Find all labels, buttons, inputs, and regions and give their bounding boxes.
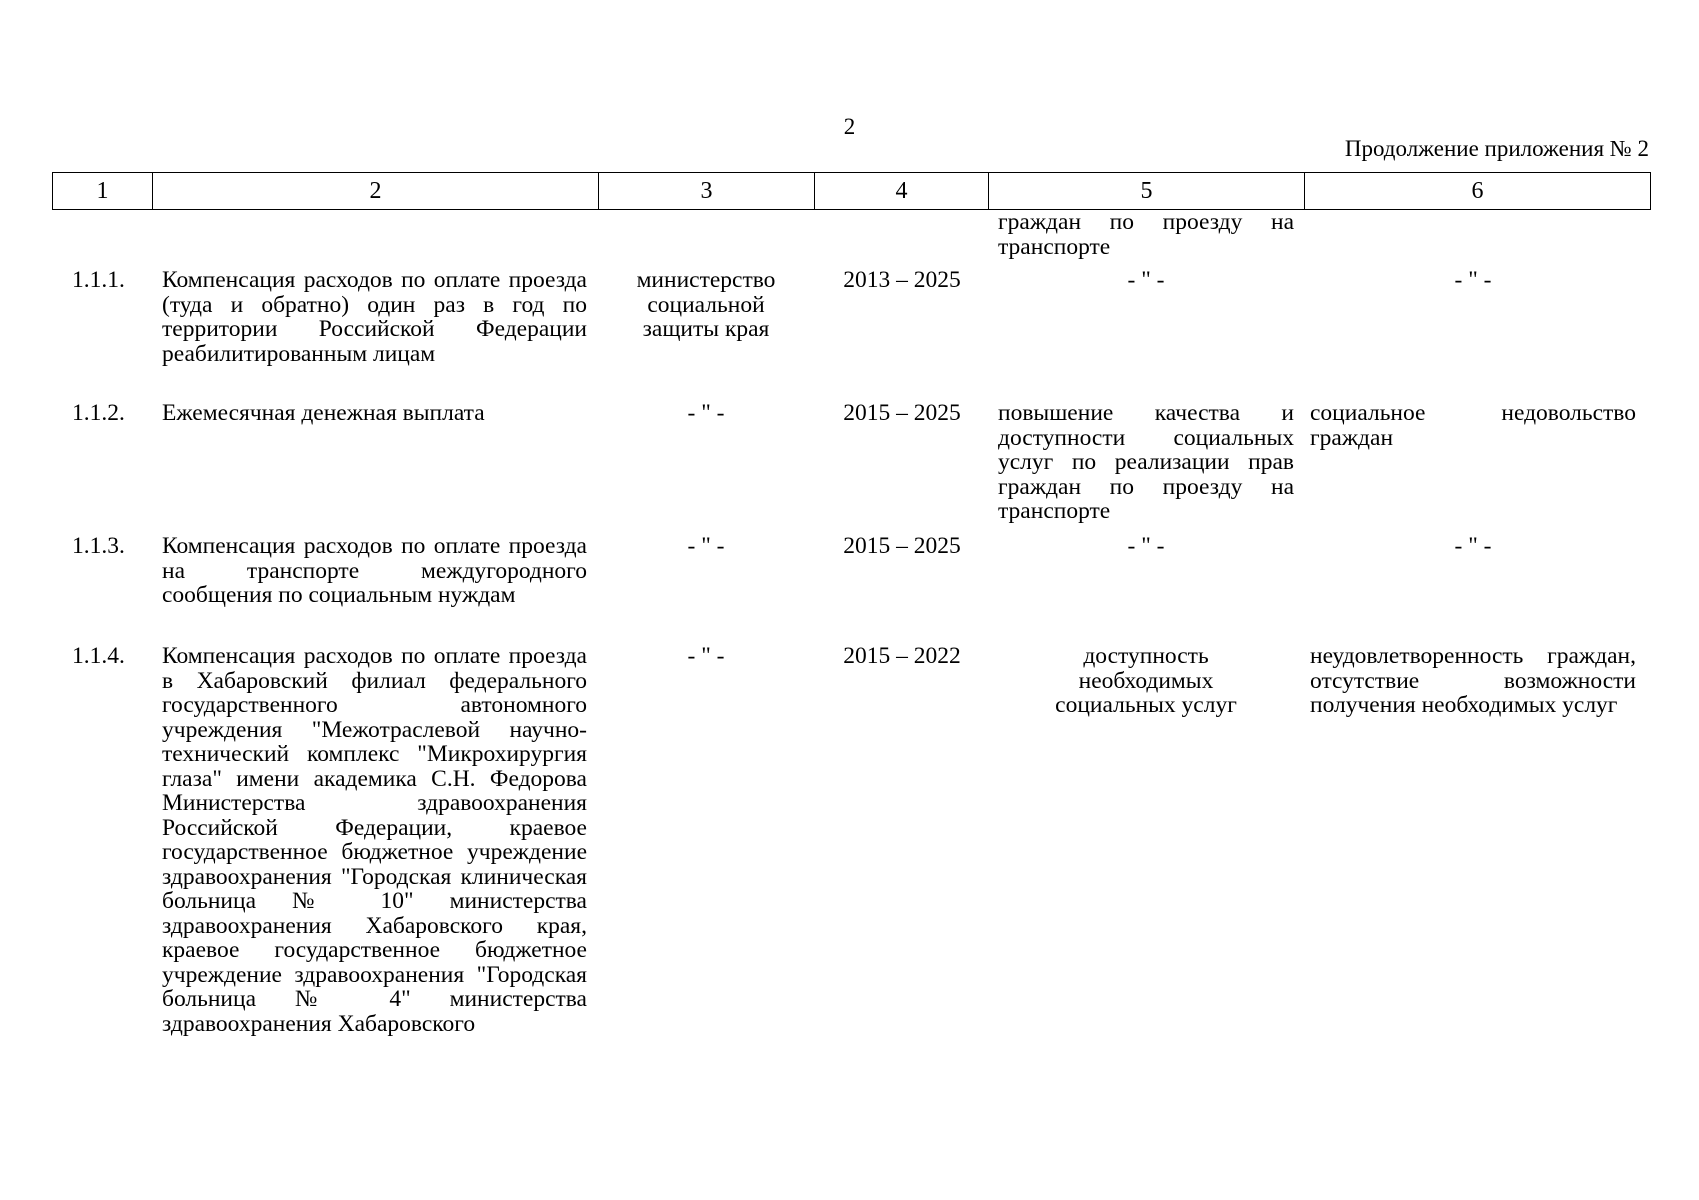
header-col-4: 4 xyxy=(815,173,989,210)
continuation-label: Продолжение приложения № 2 xyxy=(1344,136,1649,161)
row-consequence: неудовлетворенность граждан, отсутствие возможности получения необходимых услуг xyxy=(1310,643,1636,718)
row-name: Компенсация расходов по оплате проезда (туда и обратно) один раз в год по территории Российской Федерации реабилитированным лицам xyxy=(162,267,587,367)
page-number: 2 xyxy=(843,114,856,139)
row-number: 1.1.1. xyxy=(72,267,125,293)
row-period: 2015 – 2025 xyxy=(843,400,961,426)
header-col-3: 3 xyxy=(599,173,815,210)
row-period: 2015 – 2025 xyxy=(843,533,961,559)
row-result: - " - xyxy=(1127,267,1165,293)
header-col-6: 6 xyxy=(1305,173,1651,210)
row-number: 1.1.2. xyxy=(72,400,125,426)
header-col-2: 2 xyxy=(153,173,599,210)
row-consequence: социальное недовольство граждан xyxy=(1310,400,1636,451)
row-executor: - " - xyxy=(687,533,725,559)
row-result: - " - xyxy=(1127,533,1165,559)
row-result: повышение качества и доступности социальных услуг по реализации прав граждан по проезду на транспорте xyxy=(998,400,1294,524)
header-col-1: 1 xyxy=(53,173,153,210)
row-executor: министерство социальной защиты края xyxy=(636,267,776,342)
row-name: Компенсация расходов по оплате проезда на транспорте междугородного сообщения по социальным нуждам xyxy=(162,533,587,608)
row-consequence: - " - xyxy=(1454,267,1492,293)
row-consequence: - " - xyxy=(1454,533,1492,559)
header-col-5: 5 xyxy=(989,173,1305,210)
row-name: Ежемесячная денежная выплата xyxy=(162,400,485,426)
row-number: 1.1.3. xyxy=(72,533,125,559)
row-period: 2013 – 2025 xyxy=(843,267,961,293)
row-period: 2015 – 2022 xyxy=(843,643,961,669)
row-executor: - " - xyxy=(687,643,725,669)
row-executor: - " - xyxy=(687,400,725,426)
row-name: Компенсация расходов по оплате проезда в Хабаровский филиал федерального государственного автономного учреждения "Межотраслевой научно-технический комплекс "Микрохирургия глаза" имени академика С.Н. Федорова Министерства здравоохранения Российской Федерации, краевое государственное бюджетное учреждение здравоохранения "Городская клиническая больница № 10" министерства здравоохранения Хабаровского края, краевое государственное бюджетное учреждение здравоохранения "Городская больница № 4" министерства здравоохранения Хабаровского xyxy=(162,643,587,1037)
row-number: 1.1.4. xyxy=(72,643,125,669)
carryover-result: граждан по проезду на транспорте xyxy=(998,209,1294,260)
table-header xyxy=(52,172,1651,210)
row-result: доступность необходимых социальных услуг xyxy=(1055,643,1237,718)
